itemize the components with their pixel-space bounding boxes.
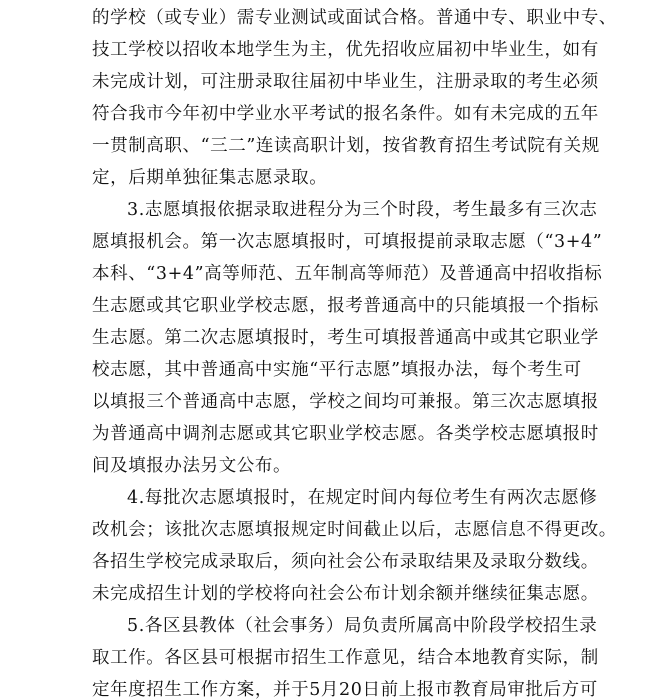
text-line: 4.每批次志愿填报时，在规定时间内每位考生有两次志愿修 — [127, 488, 598, 508]
text-line: 校志愿，其中普通高中实施“平行志愿”填报办法，每个考生可 — [92, 360, 582, 380]
text-line: 生志愿。第二次志愿填报时，考生可填报普通高中或其它职业学 — [92, 328, 599, 348]
text-line: 3.志愿填报依据录取进程分为三个时段，考生最多有三次志 — [127, 200, 598, 220]
text-line: 改机会；该批次志愿填报规定时间截止以后，志愿信息不得更改。 — [92, 520, 617, 540]
text-line: 愿填报机会。第一次志愿填报时，可填报提前录取志愿（“3+4” — [92, 232, 603, 252]
text-line: 以填报三个普通高中志愿，学校之间均可兼报。第三次志愿填报 — [92, 392, 599, 412]
text-line: 生志愿或其它职业学校志愿，报考普通高中的只能填报一个指标 — [92, 296, 599, 316]
text-line: 间及填报办法另文公布。 — [92, 456, 292, 476]
text-line: 技工学校以招收本地学生为主，优先招收应届初中毕业生，如有 — [92, 40, 599, 60]
text-line: 本科、“3+4”高等师范、五年制高等师范）及普通高中招收指标 — [92, 264, 603, 284]
text-line: 未完成计划，可注册录取往届初中毕业生，注册录取的考生必须 — [92, 72, 599, 92]
text-line: 5.各区县教体（社会事务）局负责所属高中阶段学校招生录 — [127, 616, 598, 636]
text-line: 各招生学校完成录取后，须向社会公布录取结果及录取分数线。 — [92, 552, 599, 572]
text-line: 定，后期单独征集志愿录取。 — [92, 168, 328, 188]
text-line: 取工作。各区县可根据市招生工作意见，结合本地教育实际，制 — [92, 648, 599, 668]
text-line: 一贯制高职、“三二”连读高职计划，按省教育招生考试院有关规 — [92, 136, 600, 156]
text-line: 定年度招生工作方案，并于5月20日前上报市教育局审批后方可 — [92, 680, 598, 700]
text-line: 的学校（或专业）需专业测试或面试合格。普通中专、职业中专、 — [92, 8, 617, 28]
text-line: 未完成招生计划的学校将向社会公布计划余额并继续征集志愿。 — [92, 584, 599, 604]
text-line: 为普通高中调剂志愿或其它职业学校志愿。各类学校志愿填报时 — [92, 424, 599, 444]
text-line: 符合我市今年初中学业水平考试的报名条件。如有未完成的五年 — [92, 104, 599, 124]
